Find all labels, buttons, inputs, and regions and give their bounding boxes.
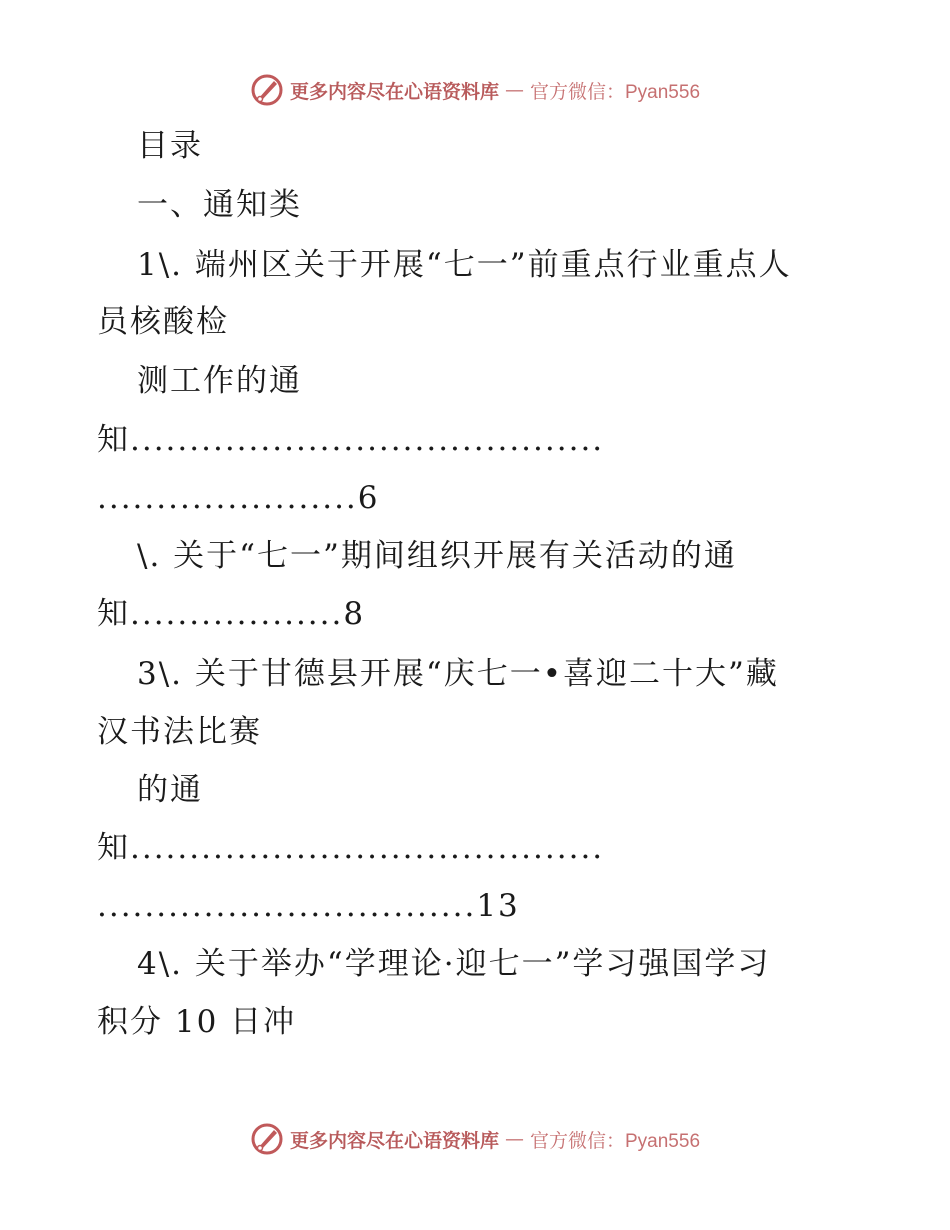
toc-section-title: 一、通知类	[137, 187, 302, 223]
toc-line: 测工作的通	[137, 363, 302, 399]
toc-line: 知........................................	[97, 422, 605, 458]
toc-line: 知........................................	[97, 830, 605, 866]
toc-line: \. 关于“七一”期间组织开展有关活动的通	[137, 538, 737, 574]
quill-logo-icon	[250, 1122, 284, 1156]
toc-line: ................................13	[97, 888, 520, 924]
watermark-brand: 更多内容尽在心语资料库	[289, 1129, 499, 1152]
watermark-brand: 更多内容尽在心语资料库	[289, 80, 499, 103]
toc-line: 1\. 端州区关于开展“七一”前重点行业重点人	[137, 247, 792, 283]
toc-line: 积分 10 日冲	[97, 1004, 297, 1040]
watermark-header	[0, 70, 950, 110]
toc-line: ......................6	[97, 480, 380, 516]
toc-line: 知..................8	[97, 596, 366, 632]
toc-line: 3\. 关于甘德县开展“庆七一•喜迎二十大”藏	[137, 656, 779, 692]
watermark-account: 官方微信：Pyan556	[530, 1130, 701, 1152]
toc-line: 员核酸检	[97, 304, 229, 340]
toc-heading: 目录	[137, 128, 203, 164]
watermark-separator: —	[505, 1128, 524, 1150]
watermark-separator: —	[505, 79, 524, 101]
toc-line: 汉书法比赛	[97, 714, 262, 750]
watermark-account: 官方微信：Pyan556	[530, 81, 701, 103]
quill-logo-icon	[250, 73, 284, 107]
toc-line: 的通	[137, 772, 203, 808]
watermark-footer	[0, 1119, 950, 1159]
toc-line: 4\. 关于举办“学理论·迎七一”学习强国学习	[137, 946, 771, 982]
